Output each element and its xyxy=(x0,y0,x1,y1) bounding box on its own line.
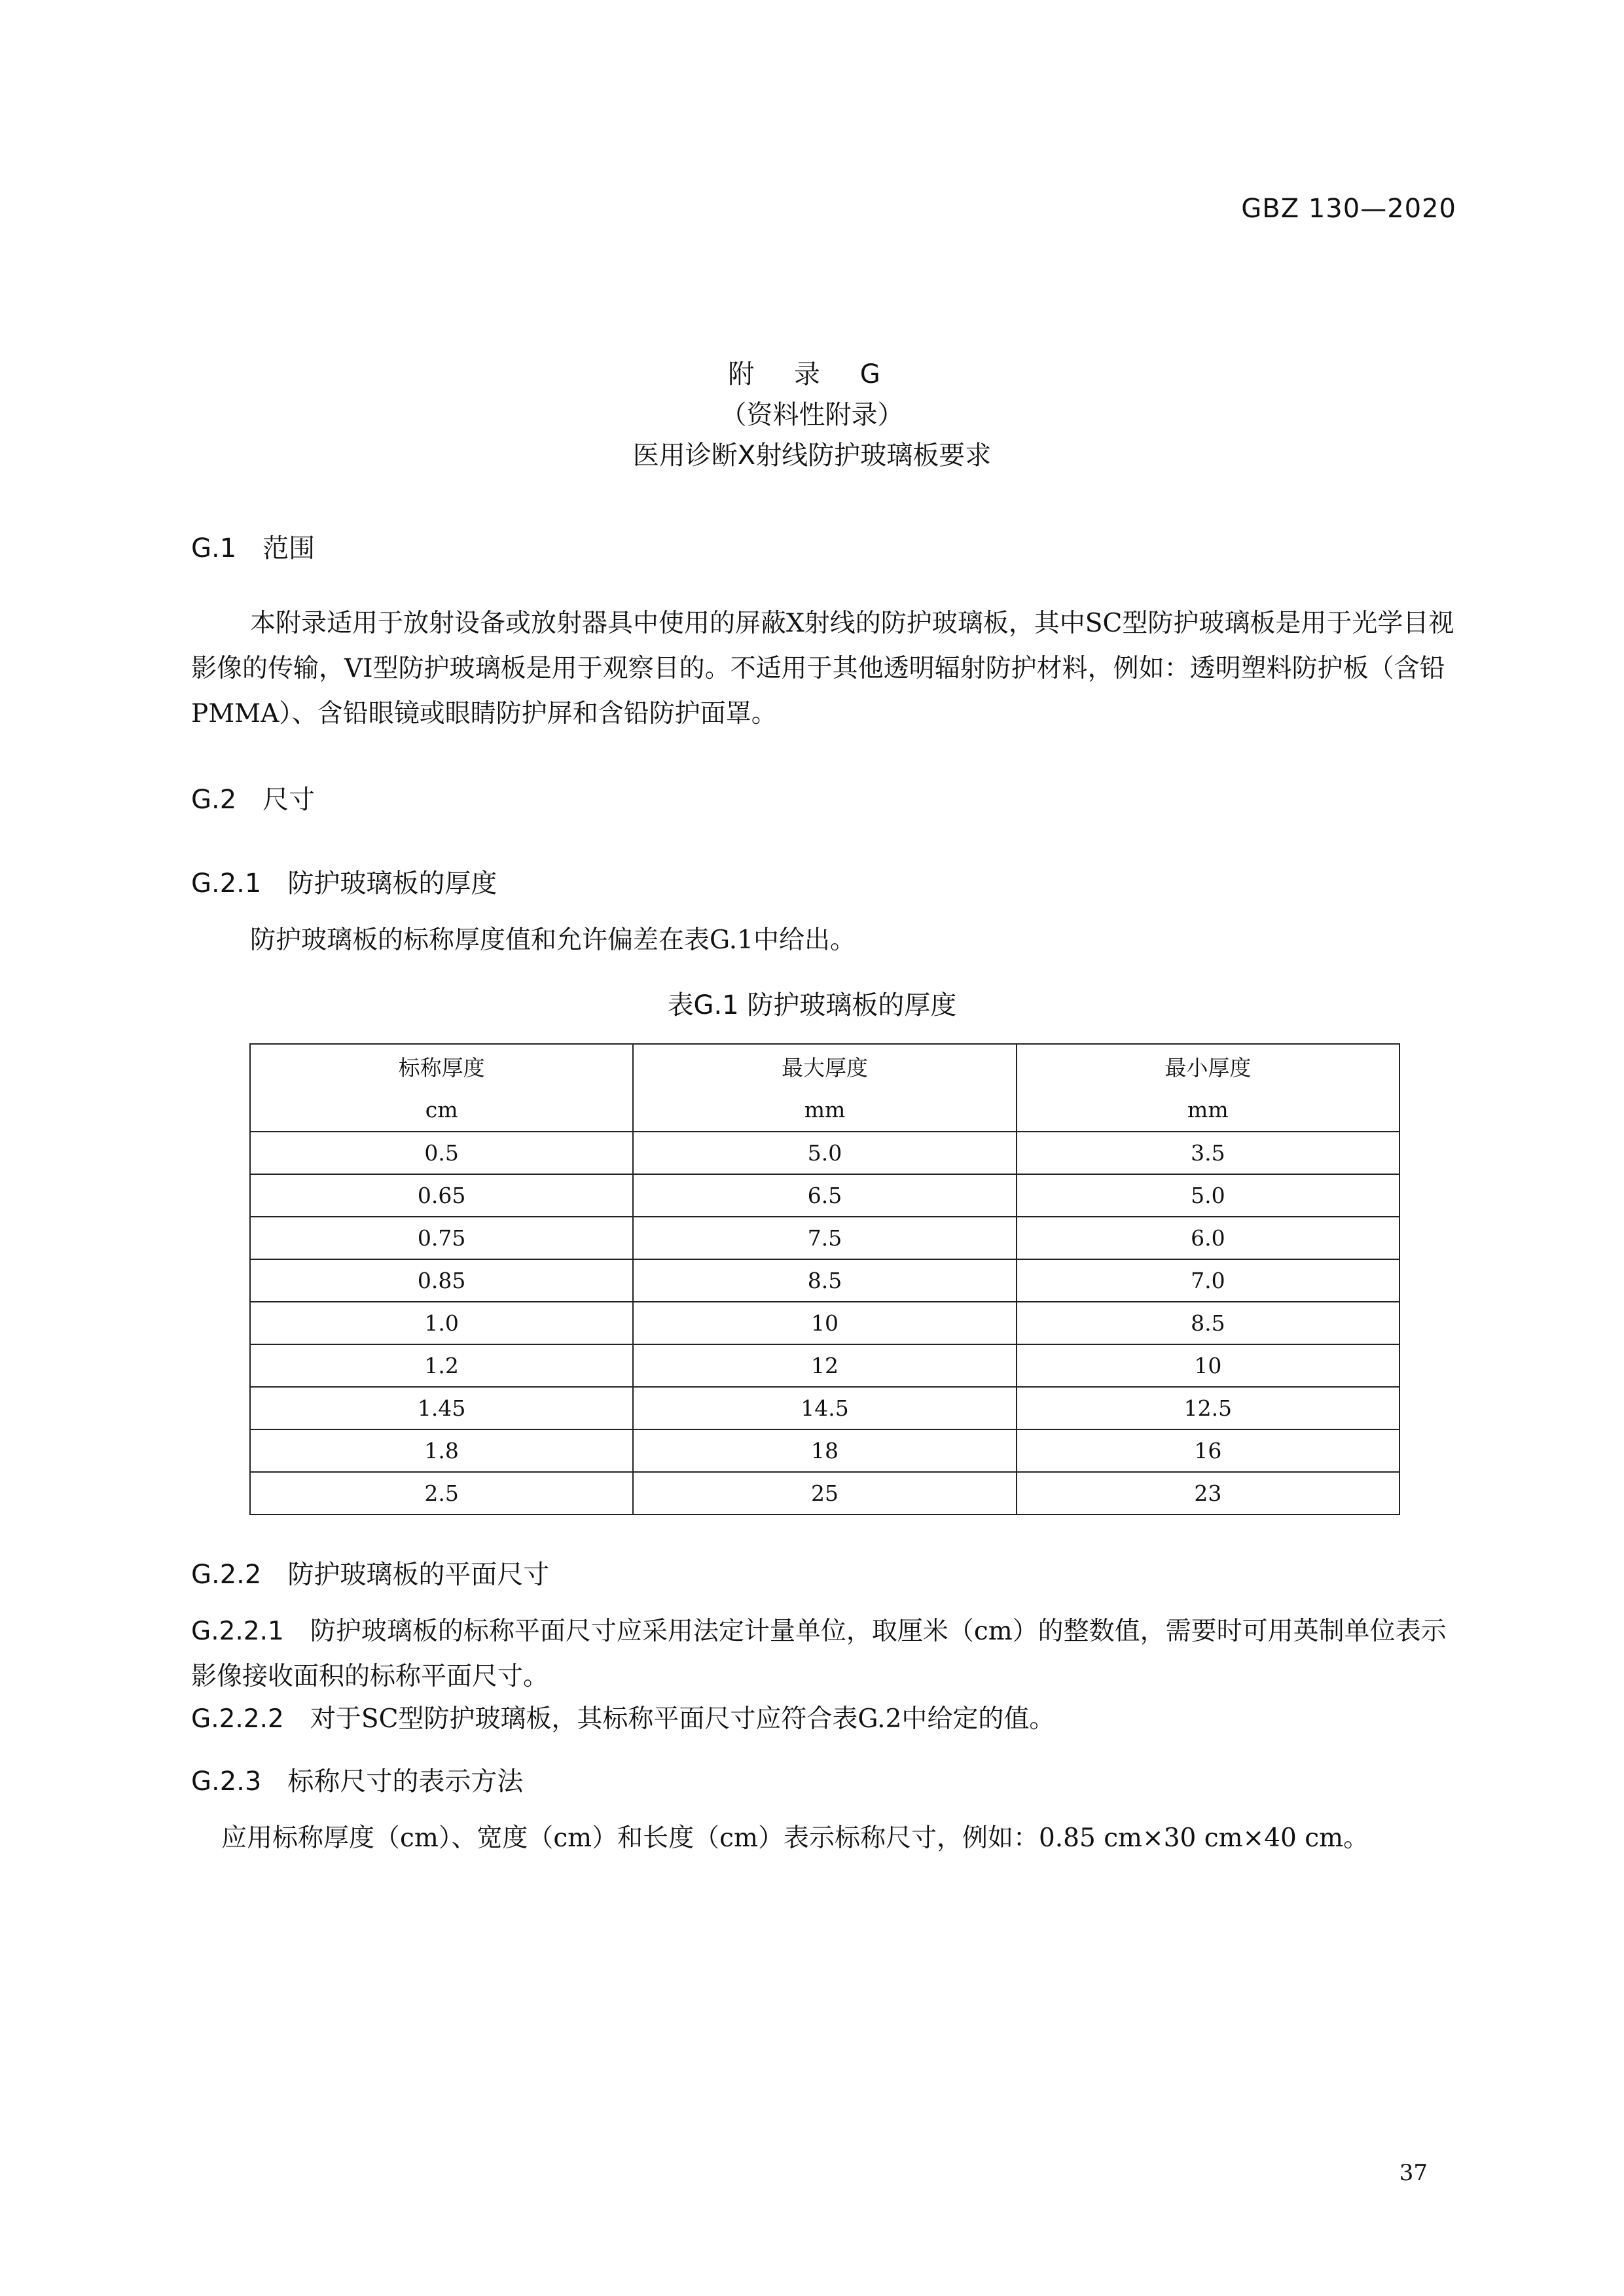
header-cell: 标称厚度 xyxy=(250,1044,633,1088)
table-cell: 8.5 xyxy=(1017,1302,1399,1344)
section-title: 标称尺寸的表示方法 xyxy=(287,1767,524,1797)
table-cell: 18 xyxy=(633,1429,1016,1472)
section-body: 对于SC型防护玻璃板，其标称平面尺寸应符合表G.2中给定的值。 xyxy=(310,1704,1055,1734)
table-cell: 5.0 xyxy=(1017,1174,1399,1217)
appendix-title: 医用诊断X射线防护玻璃板要求 xyxy=(632,440,992,471)
section-g1-body: 本附录适用于放射设备或放射器具中使用的屏蔽X射线的防护玻璃板，其中SC型防护玻璃板是用于光学目视影像的传输，VI型防护玻璃板是用于观察目的。不适用于其他透明辐射防护材料，例如：透明塑料防护板（含铅PMMA）、含铅眼镜或眼睛防护屏和含铅防护面罩。 xyxy=(191,609,1454,728)
table-cell: 0.5 xyxy=(250,1132,633,1174)
table-unit-row xyxy=(250,1088,1399,1132)
table-cell: 12.5 xyxy=(1017,1387,1399,1429)
table-caption: 表G.1 防护玻璃板的厚度 xyxy=(667,990,957,1020)
section-title: 范围 xyxy=(262,533,316,564)
table-cell: 3.5 xyxy=(1017,1132,1399,1174)
header-cell: 最小厚度 xyxy=(1017,1044,1399,1088)
section-title: 防护玻璃板的平面尺寸 xyxy=(287,1560,550,1590)
section-g1-heading xyxy=(191,528,315,565)
table-row xyxy=(250,1344,1399,1387)
table-cell: 5.0 xyxy=(633,1132,1016,1174)
section-g21-heading xyxy=(191,863,497,900)
table-cell: 25 xyxy=(633,1472,1016,1515)
table-row xyxy=(250,1132,1399,1174)
table-cell: 1.0 xyxy=(250,1302,633,1344)
table-cell: 14.5 xyxy=(633,1387,1016,1429)
table-cell: 0.85 xyxy=(250,1259,633,1302)
table-cell: 10 xyxy=(633,1302,1016,1344)
section-g23-body: 应用标称厚度（cm）、宽度（cm）和长度（cm）表示标称尺寸，例如：0.85 cm×30 cm×40 cm。 xyxy=(221,1823,1369,1853)
section-g2-heading xyxy=(191,779,315,816)
section-g22-heading xyxy=(191,1554,549,1591)
table-row xyxy=(250,1174,1399,1217)
appendix-label: 附 录 G xyxy=(728,359,896,389)
table-cell: 1.8 xyxy=(250,1429,633,1472)
section-number: G.2.2.2 xyxy=(191,1704,284,1734)
table-cell: 1.45 xyxy=(250,1387,633,1429)
section-number: G.2.2 xyxy=(191,1560,262,1590)
section-number: G.1 xyxy=(191,533,237,564)
table-cell: 16 xyxy=(1017,1429,1399,1472)
table-cell: 6.0 xyxy=(1017,1217,1399,1259)
section-title: 尺寸 xyxy=(262,785,316,815)
standard-code: GBZ 130—2020 xyxy=(1241,194,1456,224)
table-row xyxy=(250,1472,1399,1515)
table-cell: 7.5 xyxy=(633,1217,1016,1259)
table-cell: 0.75 xyxy=(250,1217,633,1259)
table-cell: 8.5 xyxy=(633,1259,1016,1302)
section-title: 防护玻璃板的厚度 xyxy=(287,869,497,899)
page-number: 37 xyxy=(1399,2160,1428,2186)
section-number: G.2.3 xyxy=(191,1767,262,1797)
table-row xyxy=(250,1259,1399,1302)
table-row xyxy=(250,1387,1399,1429)
table-cell: 12 xyxy=(633,1344,1016,1387)
thickness-table xyxy=(249,1043,1400,1515)
unit-cell: mm xyxy=(633,1088,1016,1132)
table-cell: 1.2 xyxy=(250,1344,633,1387)
table-cell: 2.5 xyxy=(250,1472,633,1515)
section-number: G.2 xyxy=(191,785,237,815)
section-g222 xyxy=(191,1696,1456,1742)
section-g23-heading xyxy=(191,1761,523,1798)
header-cell: 最大厚度 xyxy=(633,1044,1016,1088)
unit-cell: cm xyxy=(250,1088,633,1132)
table-row xyxy=(250,1429,1399,1472)
section-body: 防护玻璃板的标称平面尺寸应采用法定计量单位，取厘米（cm）的整数值，需要时可用英制单位表示影像接收面积的标称平面尺寸。 xyxy=(191,1617,1447,1691)
table-header-row xyxy=(250,1044,1399,1088)
table-row xyxy=(250,1302,1399,1344)
section-g21-body: 防护玻璃板的标称厚度值和允许偏差在表G.1中给出。 xyxy=(250,925,856,955)
table-cell: 10 xyxy=(1017,1344,1399,1387)
table-cell: 6.5 xyxy=(633,1174,1016,1217)
appendix-type: （资料性附录） xyxy=(720,400,904,430)
section-number: G.2.2.1 xyxy=(191,1617,284,1646)
table-cell: 7.0 xyxy=(1017,1259,1399,1302)
unit-cell: mm xyxy=(1017,1088,1399,1132)
section-number: G.2.1 xyxy=(191,869,262,899)
table-row xyxy=(250,1217,1399,1259)
table-cell: 23 xyxy=(1017,1472,1399,1515)
section-g221 xyxy=(191,1609,1456,1699)
table-cell: 0.65 xyxy=(250,1174,633,1217)
